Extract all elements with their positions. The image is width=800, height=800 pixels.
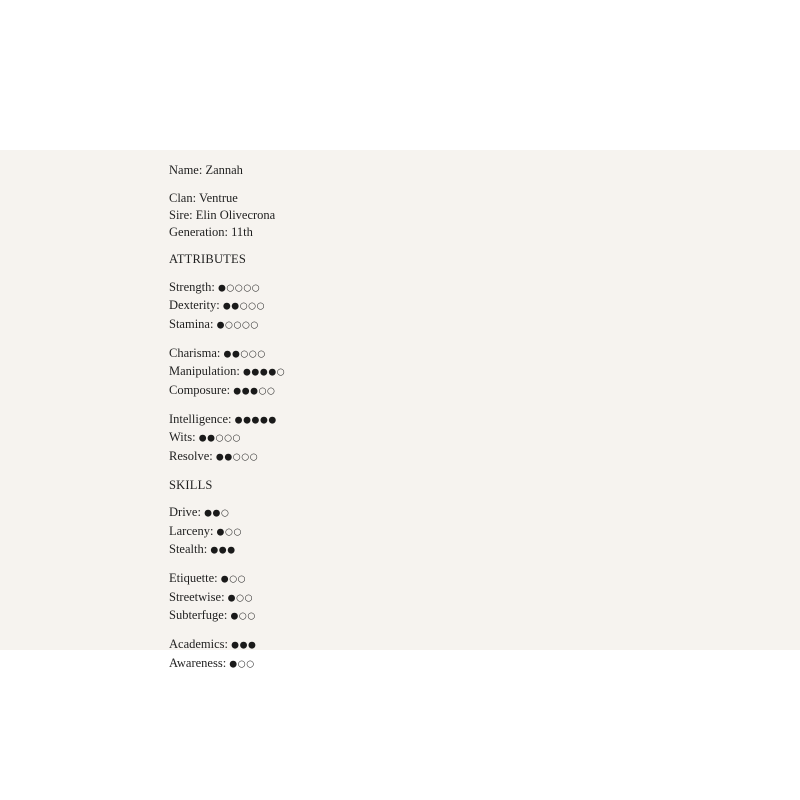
filled-dot-icon: ● [204, 508, 213, 519]
skill-row [169, 504, 569, 523]
skills-heading-block [169, 477, 569, 494]
empty-dot-icon: ○ [220, 508, 230, 519]
empty-dot-icon: ○ [251, 283, 261, 293]
attribute-rating-dots [216, 452, 258, 462]
filled-dot-icon: ● [259, 415, 269, 425]
filled-dot-icon: ● [241, 386, 251, 396]
filled-dot-icon: ● [250, 386, 259, 396]
skill-rating-dots [217, 527, 242, 537]
skill-row [169, 570, 569, 589]
skill-rating-dots [231, 641, 256, 651]
attributes-heading-block [169, 251, 569, 268]
filled-dot-icon: ● [231, 349, 241, 359]
attribute-rating-dots [217, 320, 259, 330]
attribute-row [169, 316, 569, 335]
empty-dot-icon: ○ [215, 433, 225, 444]
empty-dot-icon: ○ [241, 320, 251, 330]
generation-line: Generation: 11th [169, 224, 253, 239]
attribute-group [169, 345, 569, 401]
attribute-group [169, 411, 569, 467]
attribute-row [169, 411, 569, 430]
attribute-row [169, 345, 569, 364]
filled-dot-icon: ● [227, 545, 236, 556]
empty-dot-icon: ○ [267, 386, 276, 396]
attribute-row [169, 429, 569, 448]
empty-dot-icon: ○ [232, 452, 242, 462]
character-sheet [169, 162, 569, 684]
empty-dot-icon: ○ [276, 367, 286, 378]
filled-dot-icon: ● [227, 593, 237, 603]
empty-dot-icon: ○ [239, 301, 249, 312]
filled-dot-icon: ● [216, 527, 225, 537]
attribute-label: Stamina: [169, 316, 214, 331]
skill-row [169, 523, 569, 542]
filled-dot-icon: ● [242, 367, 252, 378]
attribute-rating-dots [233, 386, 275, 396]
skill-rating-dots [210, 546, 235, 556]
empty-dot-icon: ○ [225, 320, 234, 330]
attribute-row [169, 279, 569, 298]
skills-section [169, 504, 569, 673]
empty-dot-icon: ○ [240, 349, 249, 359]
empty-dot-icon: ○ [247, 611, 256, 622]
empty-dot-icon: ○ [250, 320, 259, 330]
skill-label: Stealth: [169, 542, 208, 556]
skill-label: Larceny: [169, 523, 214, 538]
filled-dot-icon: ● [231, 301, 240, 312]
empty-dot-icon: ○ [238, 611, 248, 622]
skill-row [169, 589, 569, 608]
filled-dot-icon: ● [229, 659, 238, 669]
skill-rating-dots [221, 575, 246, 585]
filled-dot-icon: ● [218, 545, 228, 556]
skill-rating-dots [228, 593, 253, 603]
filled-dot-icon: ● [234, 415, 244, 425]
empty-dot-icon: ○ [225, 527, 234, 537]
skill-group [169, 636, 569, 673]
attribute-rating-dots [243, 368, 285, 378]
filled-dot-icon: ● [216, 320, 226, 330]
empty-dot-icon: ○ [234, 283, 244, 293]
attribute-row [169, 363, 569, 382]
attribute-group [169, 279, 569, 335]
empty-dot-icon: ○ [237, 659, 247, 669]
skill-rating-dots [204, 509, 229, 519]
skill-group [169, 570, 569, 626]
empty-dot-icon: ○ [256, 301, 266, 312]
attribute-label: Strength: [169, 279, 215, 294]
empty-dot-icon: ○ [233, 527, 242, 537]
skill-rating-dots [229, 659, 254, 669]
filled-dot-icon: ● [243, 415, 252, 425]
empty-dot-icon: ○ [258, 386, 268, 396]
attribute-label: Manipulation: [169, 364, 240, 378]
filled-dot-icon: ● [233, 386, 242, 396]
filled-dot-icon: ● [251, 415, 260, 425]
filled-dot-icon: ● [223, 349, 232, 359]
filled-dot-icon: ● [231, 640, 240, 651]
skill-label: Drive: [169, 505, 201, 519]
skill-label: Streetwise: [169, 589, 225, 604]
empty-dot-icon: ○ [243, 283, 252, 293]
empty-dot-icon: ○ [246, 659, 255, 669]
filled-dot-icon: ● [215, 452, 225, 462]
filled-dot-icon: ● [248, 640, 257, 651]
skill-label: Academics: [169, 637, 229, 651]
document-viewport[interactable] [0, 150, 800, 670]
filled-dot-icon: ● [222, 301, 232, 312]
empty-dot-icon: ○ [244, 593, 254, 603]
skill-row [169, 607, 569, 626]
character-name: Name: Zannah [169, 163, 243, 177]
attribute-label: Charisma: [169, 345, 221, 360]
filled-dot-icon: ● [230, 611, 239, 622]
name-block [169, 162, 569, 179]
attribute-label: Wits: [169, 430, 196, 444]
skill-label: Subterfuge: [169, 608, 228, 622]
skill-label: Etiquette: [169, 571, 218, 585]
filled-dot-icon: ● [224, 452, 233, 462]
skill-label: Awareness: [169, 655, 227, 670]
clan-line: Clan: Ventrue [169, 190, 238, 205]
empty-dot-icon: ○ [229, 574, 238, 585]
skills-heading: SKILLS [169, 477, 213, 492]
attribute-label: Resolve: [169, 448, 213, 463]
empty-dot-icon: ○ [233, 320, 242, 330]
filled-dot-icon: ● [251, 367, 260, 378]
empty-dot-icon: ○ [249, 452, 259, 462]
filled-dot-icon: ● [210, 545, 219, 556]
attributes-section [169, 279, 569, 467]
filled-dot-icon: ● [212, 508, 221, 519]
skill-row [169, 541, 569, 560]
sire-line: Sire: Elin Olivecrona [169, 207, 276, 222]
attribute-label: Composure: [169, 382, 231, 397]
filled-dot-icon: ● [268, 415, 277, 425]
filled-dot-icon: ● [259, 367, 269, 378]
empty-dot-icon: ○ [241, 452, 250, 462]
empty-dot-icon: ○ [226, 283, 235, 293]
filled-dot-icon: ● [207, 433, 216, 444]
empty-dot-icon: ○ [248, 301, 257, 312]
empty-dot-icon: ○ [232, 433, 241, 444]
empty-dot-icon: ○ [248, 349, 258, 359]
empty-dot-icon: ○ [237, 574, 247, 585]
attributes-heading: ATTRIBUTES [169, 252, 246, 266]
attribute-row [169, 297, 569, 316]
skill-row [169, 636, 569, 655]
attribute-row [169, 382, 569, 401]
attribute-rating-dots [199, 434, 241, 444]
attribute-row [169, 448, 569, 467]
attribute-label: Intelligence: [169, 411, 232, 426]
filled-dot-icon: ● [268, 367, 277, 378]
filled-dot-icon: ● [217, 283, 227, 293]
empty-dot-icon: ○ [257, 349, 266, 359]
filled-dot-icon: ● [239, 640, 249, 651]
attribute-rating-dots [235, 415, 277, 425]
empty-dot-icon: ○ [236, 593, 245, 603]
attribute-rating-dots [223, 302, 265, 312]
lineage-block [169, 190, 569, 241]
skill-rating-dots [230, 612, 255, 622]
attribute-rating-dots [224, 349, 266, 359]
attribute-label: Dexterity: [169, 298, 220, 312]
filled-dot-icon: ● [220, 574, 230, 585]
filled-dot-icon: ● [198, 433, 208, 444]
empty-dot-icon: ○ [224, 433, 233, 444]
skill-row [169, 655, 569, 674]
skill-group [169, 504, 569, 560]
attribute-rating-dots [218, 283, 260, 293]
